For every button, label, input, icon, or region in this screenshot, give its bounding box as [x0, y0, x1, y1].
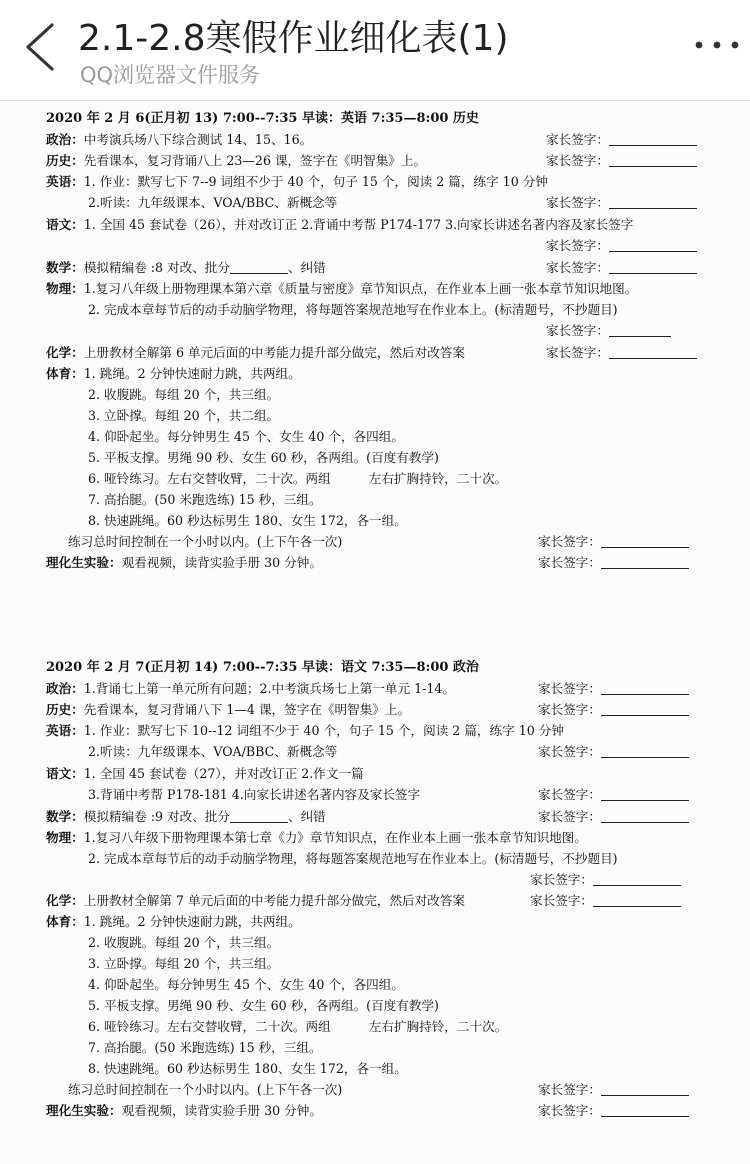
parent-signature: 家长签字：: [546, 323, 671, 339]
line-physics: 物理：1.复习八年级下册物理课本第七章《力》章节知识点，在作业本上画一张本章节知识地图。: [46, 830, 587, 845]
line-pe-item: 3. 立卧撑。每组 20 个，共三组。: [88, 956, 280, 971]
page-title: 2.1-2.8寒假作业细化表(1): [78, 18, 509, 59]
line-pe-item: 5. 平板支撑。男绳 90 秒、女生 60 秒，各两组。(百度有教学): [88, 450, 439, 465]
line-pe-item: 6. 哑铃练习。左右交替收臂，二十次。两组 左右扩胸持铃，二十次。: [88, 471, 508, 486]
parent-signature: 家长签字：: [530, 872, 681, 888]
document-view[interactable]: [0, 101, 750, 1164]
line-pe-item: 6. 哑铃练习。左右交替收臂，二十次。两组 左右扩胸持铃，二十次。: [88, 1019, 508, 1034]
line-physics: 物理：1.复习八年级上册物理课本第六章《质量与密度》章节知识点，在作业本上画一张本章节知识地图。: [46, 281, 638, 296]
line-english: 英语：1. 作业：默写七下 10--12 词组不少于 40 个，句子 15 个，阅读 2 篇，练字 10 分钟: [46, 723, 564, 738]
line-pe-item: 4. 仰卧起坐。每分钟男生 45 个、女生 40 个，各四组。: [88, 429, 404, 444]
day-heading: 2020 年 2 月 7(正月初 14) 7:00--7:35 早读：语文 7:35—8:00 政治: [46, 660, 479, 675]
top-bar: [0, 0, 750, 101]
parent-signature: 家长签字：: [530, 893, 681, 909]
parent-signature: 家长签字：: [538, 744, 689, 760]
parent-signature: 家长签字：: [538, 534, 689, 550]
line-lab: 理化生实验：观看视频，读背实验手册 30 分钟。: [46, 1103, 322, 1118]
line-pe-item: 2. 收腹跳。每组 20 个，共三组。: [88, 387, 280, 402]
line-chinese: 语文：1. 全国 45 套试卷（27），并对改订正 2.作文一篇: [46, 766, 364, 781]
parent-signature: 家长签字：: [538, 1103, 689, 1119]
line-pe-item: 3. 立卧撑。每组 20 个，共二组。: [88, 408, 280, 423]
line-pe-note: 练习总时间控制在一个小时以内。(上下午各一次): [68, 1082, 343, 1097]
parent-signature: 家长签字：: [546, 345, 697, 361]
parent-signature: 家长签字：: [538, 681, 689, 697]
page-subtitle: QQ浏览器文件服务: [80, 63, 261, 87]
line-chinese-2: 3.背诵中考帮 P178-181 4.向家长讲述名著内容及家长签字: [88, 787, 421, 802]
line-physics-2: 2. 完成本章每节后的动手动脑学物理，将每题答案规范地写在作业本上。(标清题号，不抄题目): [88, 851, 618, 866]
parent-signature: 家长签字：: [546, 195, 697, 211]
line-math: 数学：模拟精编卷 :8 对改、批分 、纠错: [46, 260, 326, 275]
line-english: 英语：1. 作业：默写七下 7--9 词组不少于 40 个，句子 15 个，阅读 2 篇，练字 10 分钟: [46, 174, 548, 189]
line-politics: 政治：1.背诵七上第一单元所有问题；2.中考演兵场七上第一单元 1-14。: [46, 681, 455, 696]
day-heading: 2020 年 2 月 6(正月初 13) 7:00--7:35 早读：英语 7:35—8:00 历史: [46, 111, 479, 126]
parent-signature: 家长签字：: [538, 809, 689, 825]
line-pe-item: 7. 高抬腿。(50 米跑选练) 15 秒，三组。: [88, 492, 322, 507]
line-pe-item: 5. 平板支撑。男绳 90 秒、女生 60 秒，各两组。(百度有教学): [88, 998, 439, 1013]
parent-signature: 家长签字：: [546, 260, 697, 276]
line-pe-item: 8. 快速跳绳。60 秒达标男生 180、女生 172，各一组。: [88, 1061, 407, 1076]
parent-signature: 家长签字：: [546, 238, 697, 254]
parent-signature: 家长签字：: [538, 787, 689, 803]
parent-signature: 家长签字：: [546, 132, 697, 148]
line-pe: 体育：1. 跳绳。2 分钟快速耐力跳，共两组。: [46, 914, 301, 929]
line-chinese: 语文：1. 全国 45 套试卷（26），并对改订正 2.背诵中考帮 P174-177 3.向家长讲述名著内容及家长签字: [46, 217, 634, 232]
line-math: 数学：模拟精编卷 :9 对改、批分 、纠错: [46, 809, 326, 824]
line-pe-item: 2. 收腹跳。每组 20 个，共三组。: [88, 935, 280, 950]
line-history: 历史：先看课本，复习背诵八上 23—26 课，签字在《明智集》上。: [46, 153, 427, 168]
line-pe-item: 7. 高抬腿。(50 米跑选练) 15 秒，三组。: [88, 1040, 322, 1055]
line-chemistry: 化学：上册教材全解第 6 单元后面的中考能力提升部分做完，然后对改答案: [46, 345, 466, 360]
line-history: 历史：先看课本，复习背诵八下 1—4 课，签字在《明智集》上。: [46, 702, 411, 717]
line-physics-2: 2. 完成本章每节后的动手动脑学物理，将每题答案规范地写在作业本上。(标清题号，不抄题目): [88, 302, 618, 317]
line-english-2: 2.听读：九年级课本、VOA/BBC、新概念等: [88, 195, 338, 210]
parent-signature: 家长签字：: [538, 555, 689, 571]
more-dots-icon[interactable]: [692, 38, 742, 52]
parent-signature: 家长签字：: [538, 1082, 689, 1098]
chevron-left-icon[interactable]: [22, 22, 62, 72]
parent-signature: 家长签字：: [546, 153, 697, 169]
line-english-2: 2.听读：九年级课本、VOA/BBC、新概念等: [88, 744, 338, 759]
line-pe-item: 4. 仰卧起坐。每分钟男生 45 个、女生 40 个，各四组。: [88, 977, 404, 992]
line-pe-note: 练习总时间控制在一个小时以内。(上下午各一次): [68, 534, 343, 549]
parent-signature: 家长签字：: [538, 702, 689, 718]
line-chemistry: 化学：上册教材全解第 7 单元后面的中考能力提升部分做完，然后对改答案: [46, 893, 466, 908]
line-politics: 政治：中考演兵场八下综合测试 14、15、16。: [46, 132, 313, 147]
line-lab: 理化生实验：观看视频，读背实验手册 30 分钟。: [46, 555, 322, 570]
line-pe: 体育：1. 跳绳。2 分钟快速耐力跳，共两组。: [46, 366, 301, 381]
line-pe-item: 8. 快速跳绳。60 秒达标男生 180、女生 172，各一组。: [88, 513, 407, 528]
